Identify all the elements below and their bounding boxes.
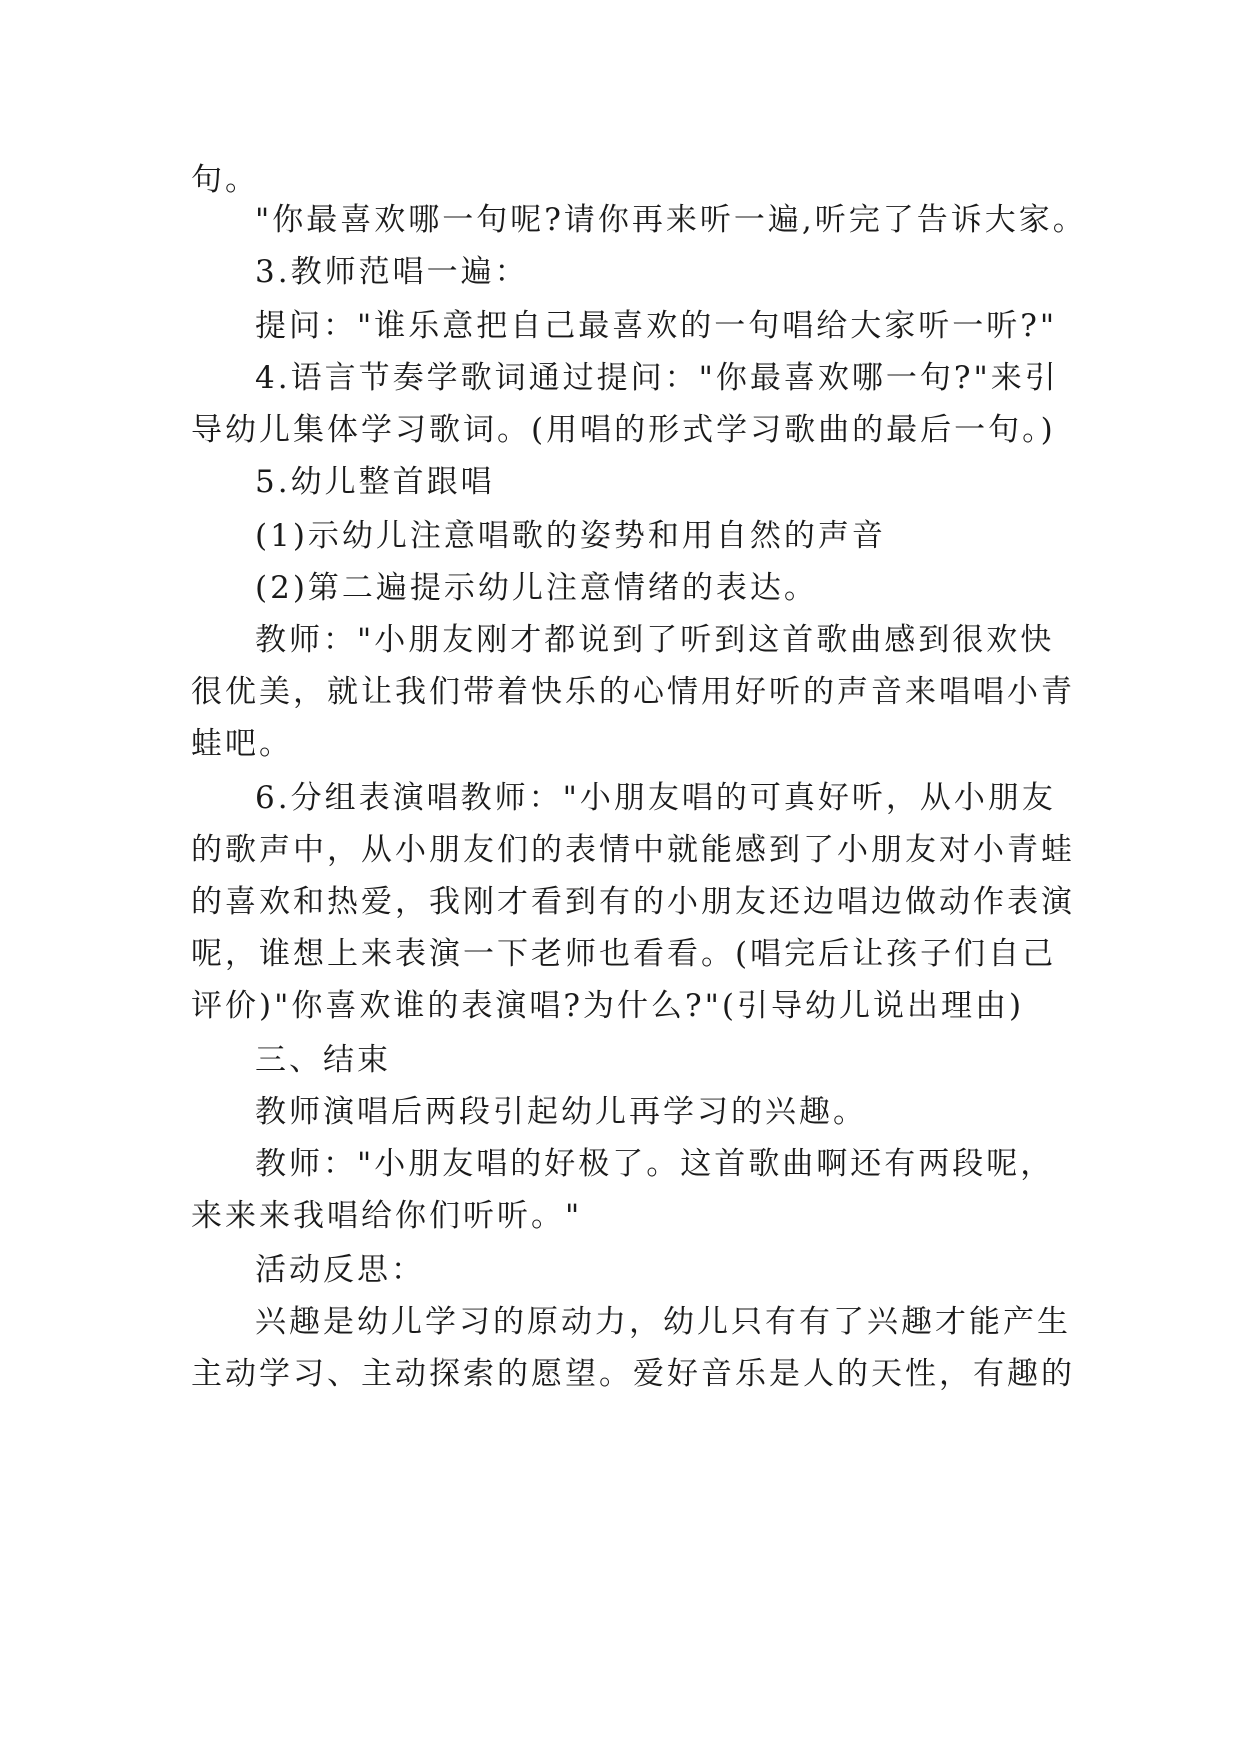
text-line: 的喜欢和热爱，我刚才看到有的小朋友还边唱边做动作表演 <box>191 884 1075 920</box>
text-line: 6.分组表演唱教师："小朋友唱的可真好听，从小朋友 <box>255 780 1056 816</box>
text-line: 的歌声中，从小朋友们的表情中就能感到了小朋友对小青蛙 <box>191 832 1075 868</box>
text-line: 3.教师范唱一遍： <box>255 254 529 290</box>
text-line: (1)示幼儿注意唱歌的姿势和用自然的声音 <box>255 518 886 554</box>
text-line: 评价)"你喜欢谁的表演唱?为什么?"(引导幼儿说出理由) <box>191 988 1025 1024</box>
text-line: 教师："小朋友唱的好极了。这首歌曲啊还有两段呢， <box>255 1146 1055 1182</box>
text-line: 提问："谁乐意把自己最喜欢的一句唱给大家听一听?" <box>255 308 1058 344</box>
text-line: 导幼儿集体学习歌词。(用唱的形式学习歌曲的最后一句。) <box>191 412 1056 448</box>
text-line: 呢，谁想上来表演一下老师也看看。(唱完后让孩子们自己 <box>191 936 1057 972</box>
text-line: 5.幼儿整首跟唱 <box>255 464 495 500</box>
text-line: 兴趣是幼儿学习的原动力，幼儿只有有了兴趣才能产生 <box>255 1304 1071 1340</box>
text-line: 活动反思： <box>255 1252 425 1288</box>
text-line: (2)第二遍提示幼儿注意情绪的表达。 <box>255 570 818 606</box>
text-line: 很优美，就让我们带着快乐的心情用好听的声音来唱唱小青 <box>191 674 1075 710</box>
text-line: 三、结束 <box>255 1042 391 1078</box>
text-line: 教师演唱后两段引起幼儿再学习的兴趣。 <box>255 1094 867 1130</box>
text-line: 蛙吧。 <box>191 726 293 762</box>
text-line: "你最喜欢哪一句呢?请你再来听一遍,听完了告诉大家。 <box>255 202 1087 238</box>
text-line: 4.语言节奏学歌词通过提问："你最喜欢哪一句?"来引 <box>255 360 1059 396</box>
text-line: 主动学习、主动探索的愿望。爱好音乐是人的天性，有趣的 <box>191 1356 1075 1392</box>
text-line: 句。 <box>191 162 259 198</box>
text-line: 来来来我唱给你们听听。" <box>191 1198 583 1234</box>
text-line: 教师："小朋友刚才都说到了听到这首歌曲感到很欢快 <box>255 622 1055 658</box>
